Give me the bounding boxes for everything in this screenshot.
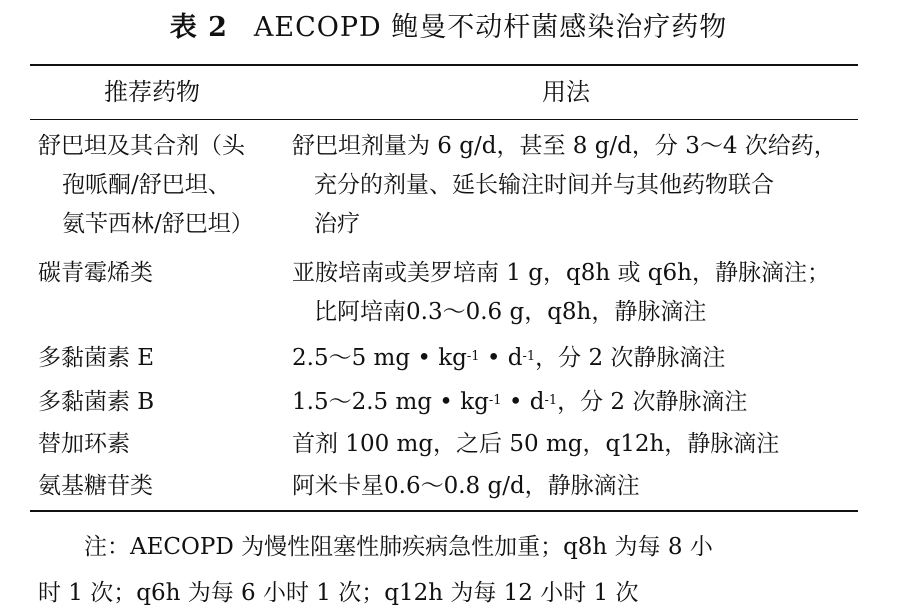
- table-row-usage: [292, 425, 779, 464]
- usage-text: 2.5～5 mg • kg: [292, 345, 467, 371]
- table-title-text: AECOPD 鲍曼不动杆菌感染治疗药物: [253, 12, 728, 43]
- usage-text: • d: [501, 389, 545, 415]
- usage-line: 舒巴坦剂量为 6 g/d，甚至 8 g/d，分 3～4 次给药，: [292, 133, 837, 159]
- drug-line: 替加环素: [38, 431, 130, 457]
- table-row-drug: [38, 425, 130, 464]
- usage-line: 充分的剂量、延长输注时间并与其他药物联合: [314, 172, 774, 198]
- table-row-drug: [38, 467, 153, 506]
- drug-line: 舒巴坦及其合剂（头: [38, 133, 245, 159]
- usage-text: 1.5～2.5 mg • kg: [292, 389, 489, 415]
- drug-line: 多黏菌素 B: [38, 389, 155, 415]
- table-title: [0, 8, 897, 48]
- footnote-line: 注：AECOPD 为慢性阻塞性肺疾病急性加重；q8h 为每 8 小: [84, 534, 713, 560]
- usage-line: [292, 383, 747, 422]
- table-row-usage: [292, 467, 640, 506]
- table-row-usage: [292, 127, 837, 244]
- usage-text: • d: [479, 345, 523, 371]
- drug-line: 氨苄西林/舒巴坦）: [62, 211, 254, 237]
- table-row-usage: [292, 254, 830, 332]
- drug-line: 孢哌酮/舒巴坦、: [62, 172, 231, 198]
- usage-line: 比阿培南0.3～0.6 g，q8h，静脉滴注: [314, 299, 707, 325]
- table-row-usage: [292, 383, 747, 422]
- table-header-rule: [30, 119, 858, 120]
- superscript: -1: [488, 393, 502, 408]
- usage-line: 亚胺培南或美罗培南 1 g，q8h 或 q6h，静脉滴注；: [292, 260, 830, 286]
- table-row-usage: [292, 339, 725, 378]
- superscript: -1: [522, 349, 536, 364]
- usage-line: 首剂 100 mg，之后 50 mg，q12h，静脉滴注: [292, 431, 780, 457]
- table-top-rule: [30, 64, 858, 66]
- column-header-drug: 推荐药物: [104, 78, 200, 106]
- superscript: -1: [544, 393, 558, 408]
- usage-text: ，分 2 次静脉滴注: [557, 389, 748, 415]
- table-row-drug: [38, 254, 153, 293]
- drug-line: 氨基糖苷类: [38, 473, 153, 499]
- usage-line: 治疗: [314, 211, 360, 237]
- superscript: -1: [466, 349, 480, 364]
- usage-text: ，分 2 次静脉滴注: [535, 345, 726, 371]
- drug-line: 碳青霉烯类: [38, 260, 153, 286]
- table-bottom-rule: [30, 510, 858, 512]
- footnote-line: 时 1 次；q6h 为每 6 小时 1 次；q12h 为每 12 小时 1 次: [38, 580, 639, 606]
- table-row-drug: [38, 127, 254, 244]
- table-footnote: [38, 524, 860, 616]
- table-row-drug: [38, 339, 154, 378]
- column-header-usage: 用法: [542, 78, 590, 106]
- table-number: 表 2: [169, 12, 228, 43]
- drug-line: 多黏菌素 E: [38, 345, 155, 371]
- table-row-drug: [38, 383, 154, 422]
- usage-line: [292, 339, 725, 378]
- usage-line: 阿米卡星0.6～0.8 g/d，静脉滴注: [292, 473, 640, 499]
